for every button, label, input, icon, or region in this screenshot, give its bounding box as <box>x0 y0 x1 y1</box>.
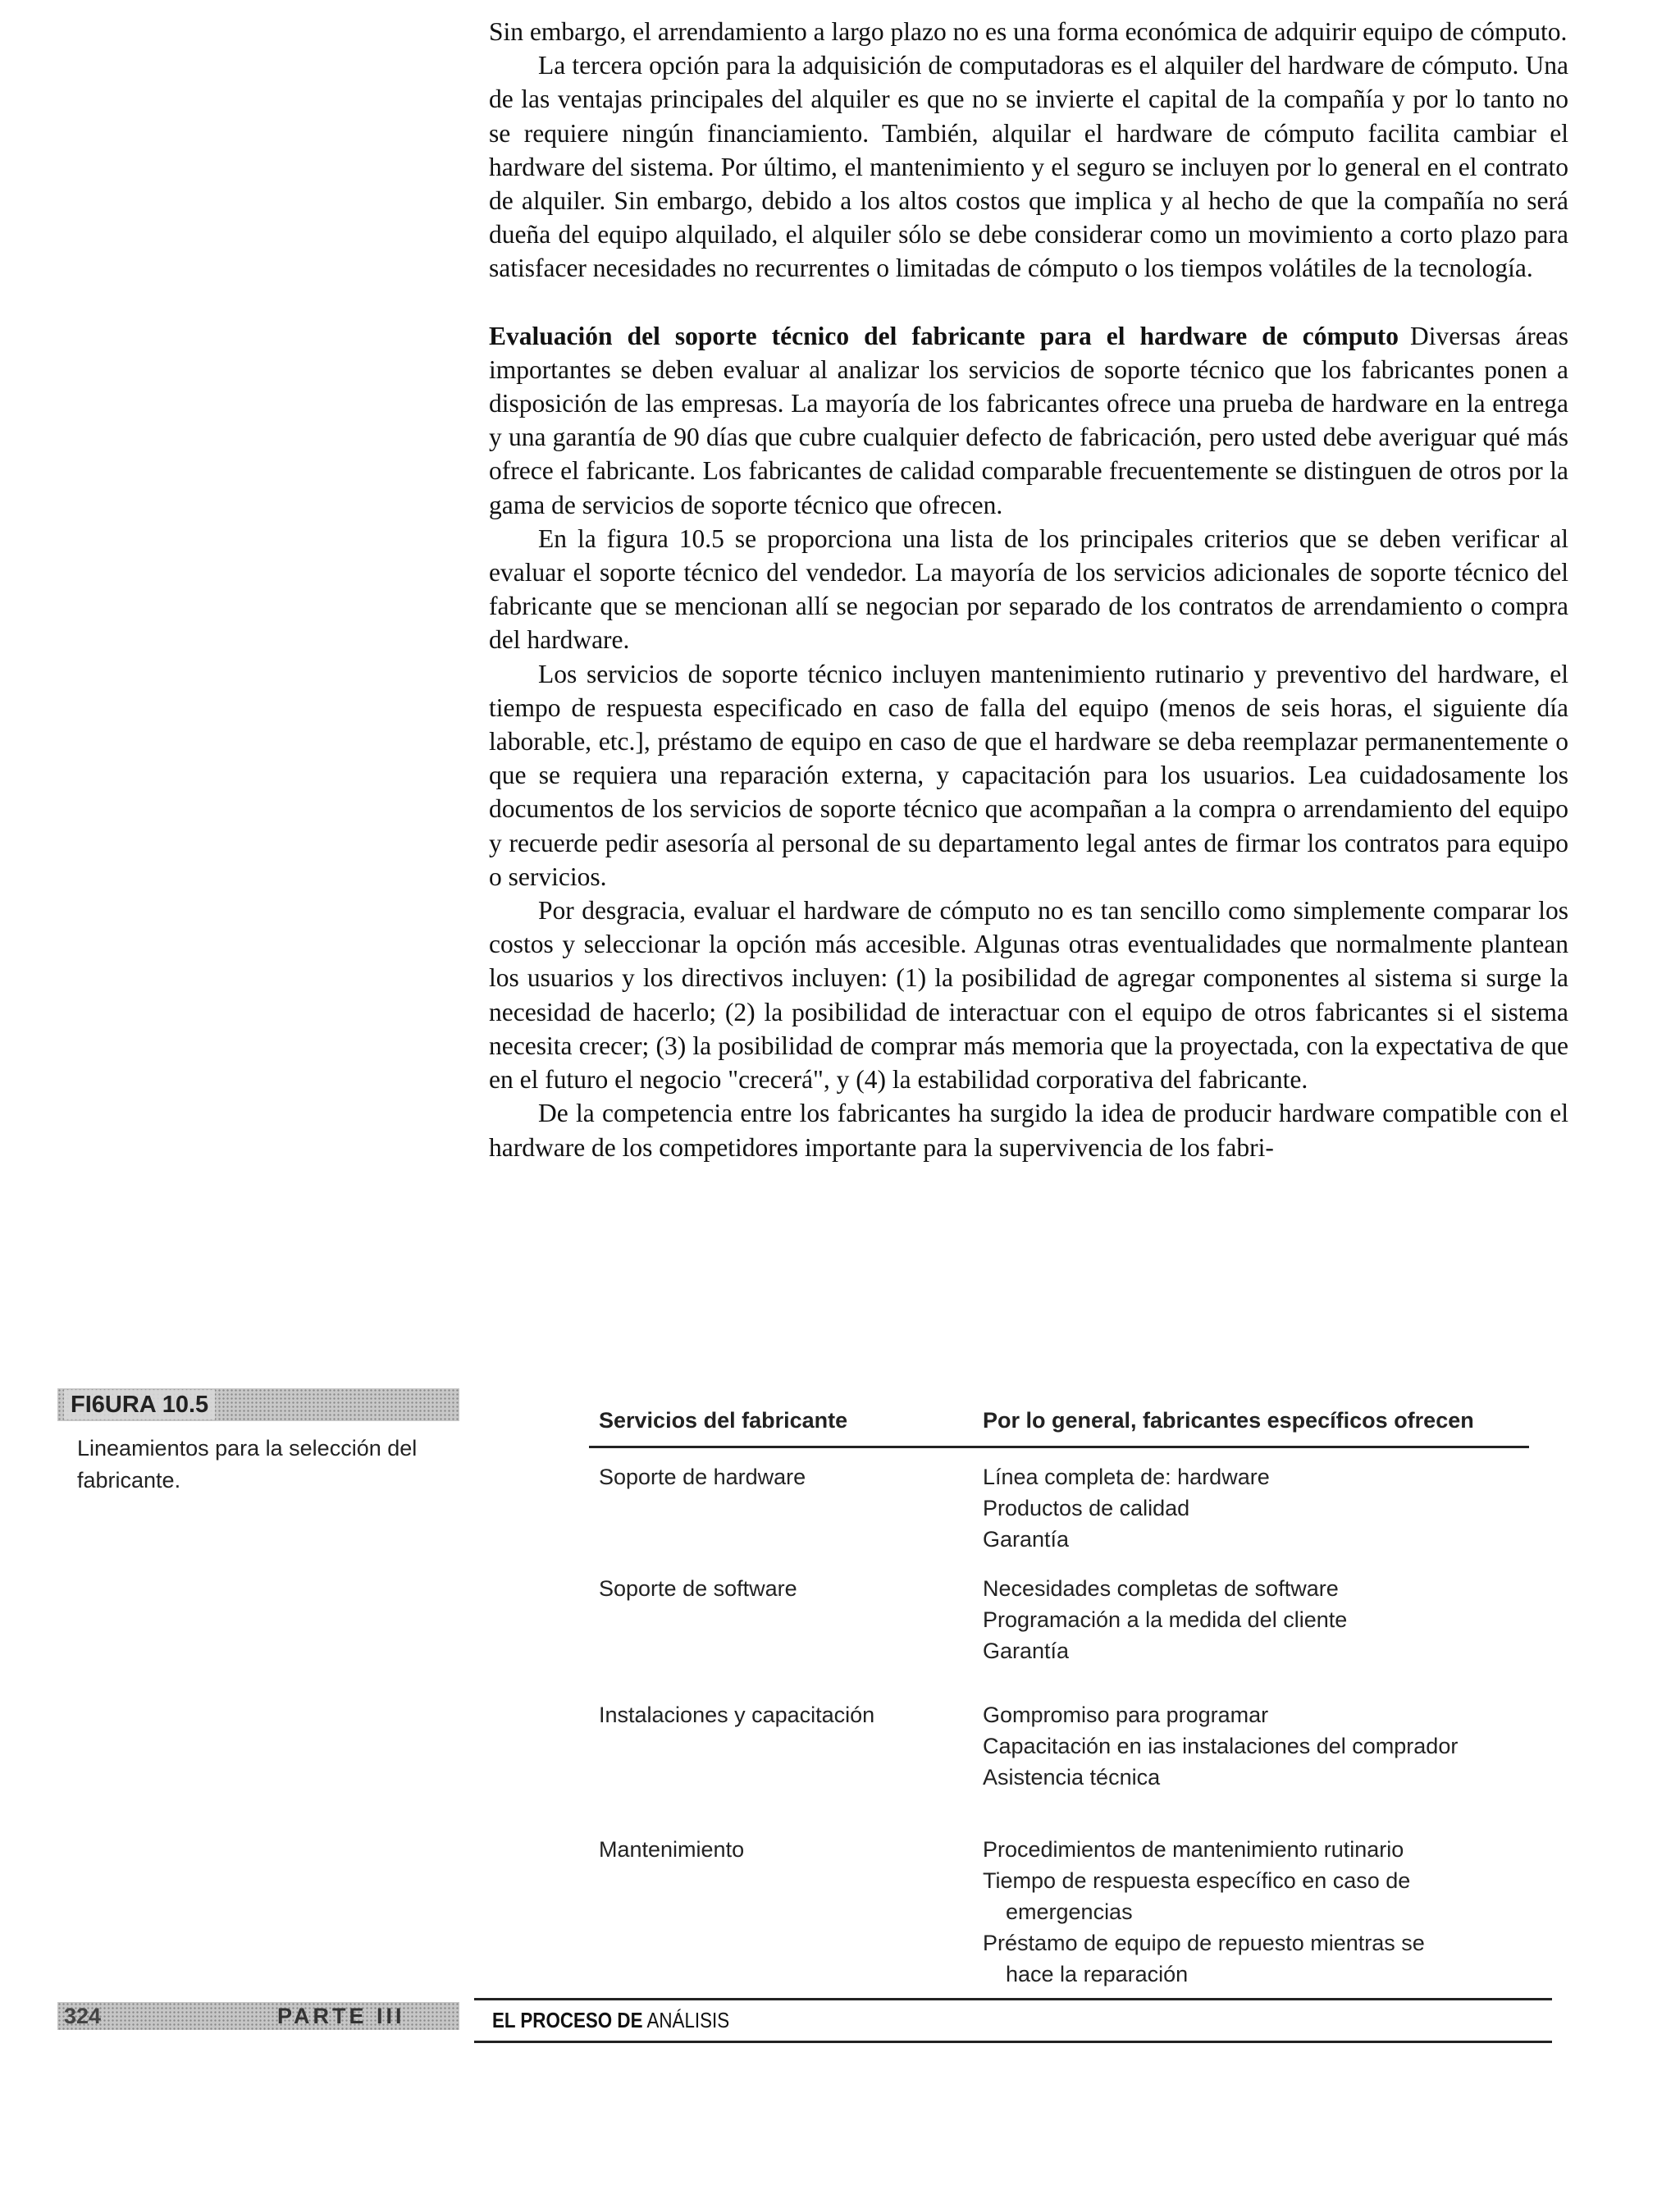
figure-table <box>589 1395 1529 1990</box>
offers-cell <box>983 1573 1529 1673</box>
col1-header: Servicios del fabricante <box>599 1408 848 1433</box>
offer-line: Tiempo de respuesta específico en caso de <box>983 1868 1411 1893</box>
running-footer-title <box>492 2006 729 2034</box>
table-row <box>589 1448 1529 1550</box>
paragraph: La tercera opción para la adquisición de computadoras es el alquiler del hardware de cómputo. Una de las ventajas principales del alquiler es que no se invierte el capital de la compañía y por lo tanto no se requiere ningún financiamiento. También, alquilar el hardware de cómputo facilita cambiar el hardware del sistema. Por último, el mantenimiento y el seguro se incluyen por lo general en el contrato de alquiler. Sin embargo, debido a los altos costos que implica y al hecho de que la compañía no será dueña del equipo alquilado, el alquiler sólo se debe considerar como un movimiento a corto plazo para satisfacer necesidades no recurrentes o limitadas de cómputo o los tiempos volátiles de la tecnología. <box>489 51 1568 283</box>
paragraph: Sin embargo, el arrendamiento a largo plazo no es una forma económica de adquirir equipo de cómputo. <box>489 17 1568 46</box>
run-in-heading: Evaluación del soporte técnico del fabricante para el hardware de cómputo <box>489 321 1399 350</box>
offer-line: Necesidades completas de software <box>983 1576 1339 1601</box>
offer-line: Capacitación en ias instalaciones del comprador <box>983 1734 1459 1758</box>
figure-caption: Lineamientos para la selección del fabricante. <box>77 1436 418 1493</box>
offers-cell <box>983 1834 1529 1990</box>
service-cell: Instalaciones y capacitación <box>599 1703 875 1727</box>
col2-header: Por lo general, fabricantes específicos ofrecen <box>983 1408 1474 1433</box>
table-row <box>589 1550 1529 1673</box>
paragraph: Por desgracia, evaluar el hardware de cómputo no es tan sencillo como simplemente comparar los costos y seleccionar la opción más accesible. Algunas otras eventualidades que normalmente plantean los usuarios y los directivos incluyen: (1) la posibilidad de agregar componentes al sistema si surge la necesidad de hacerlo; (2) la posibilidad de interactuar con el equipo de otros fabricantes si el sistema necesita crecer; (3) la posibilidad de comprar más memoria que la proyectada, con la expectativa de que en el futuro el negocio "crecerá", y (4) la estabilidad corporativa del fabricante. <box>489 896 1568 1095</box>
footer-title-bold: EL PROCESO DE <box>492 2008 643 2032</box>
offers-cell <box>983 1461 1529 1550</box>
offer-line: Línea completa de: hardware <box>983 1465 1270 1489</box>
offer-line: Garantía <box>983 1527 1070 1552</box>
paragraph: Los servicios de soporte técnico incluyen mantenimiento rutinario y preventivo del hardware, el tiempo de respuesta especificado en caso de falla del equipo (menos de seis horas, el siguiente día laborable, etc.], préstamo de equipo en caso de que el hardware se deba reemplazar permanentemente o que se requiera una reparación externa, y capacitación para los usuarios. Lea cuidadosamente los documentos de los servicios de soporte técnico que acompañan a la compra o arrendamiento del equipo y recuerde pedir asesoría al personal de su departamento legal antes de firmar los contratos para equipo o servicios. <box>489 659 1568 891</box>
offer-line-continued: emergencias <box>1006 1899 1133 1924</box>
offer-line-continued: hace la reparación <box>1006 1962 1189 1986</box>
offer-line: Productos de calidad <box>983 1496 1190 1520</box>
service-cell: Soporte de software <box>599 1576 797 1601</box>
body-text <box>489 15 1568 1164</box>
footer-rule-bottom <box>474 2041 1552 2043</box>
page-number: 324 <box>64 2004 102 2028</box>
offer-line: Procedimientos de mantenimiento rutinario <box>983 1837 1404 1862</box>
offer-line: Gompromiso para programar <box>983 1703 1269 1727</box>
footer-title-rest: ANÁLISIS <box>646 2008 730 2032</box>
offer-line: Programación a la medida del cliente <box>983 1607 1348 1632</box>
paragraph-with-heading <box>489 319 1568 522</box>
service-cell: Soporte de hardware <box>599 1465 806 1489</box>
table-row <box>589 1673 1529 1808</box>
paragraph: En la figura 10.5 se proporciona una lista de los principales criterios que se deben verificar al evaluar el soporte técnico del vendedor. La mayoría de los servicios adicionales de soporte técnico del fabricante que se mencionan allí se negocian por separado de los contratos de arrendamiento o compra del hardware. <box>489 523 1568 655</box>
offer-line: Asistencia técnica <box>983 1765 1161 1790</box>
offer-line: Préstamo de equipo de repuesto mientras se <box>983 1931 1425 1955</box>
table-row <box>589 1808 1529 1990</box>
offers-cell <box>983 1699 1529 1808</box>
footer-rule-top <box>474 1998 1552 2000</box>
paragraph: De la competencia entre los fabricantes ha surgido la idea de producir hardware compatible con el hardware de los competidores importante para la supervivencia de los fabri- <box>489 1099 1568 1162</box>
paragraph-text: Diversas áreas importantes se deben evaluar al analizar los servicios de soporte técnico que los fabricantes ponen a disposición de las empresas. La mayoría de los fabricantes ofrece una prueba de hardware en la entrega y una garantía de 90 días que cubre cualquier defecto de fabricación, pero usted debe averiguar qué más ofrece el fabricante. Los fabricantes de calidad comparable frecuentemente se distinguen de otros por la gama de servicios de soporte técnico que ofrecen. <box>489 321 1568 519</box>
table-header-row <box>589 1395 1529 1446</box>
part-label: PARTE III <box>277 2004 405 2028</box>
offer-line: Garantía <box>983 1639 1070 1663</box>
service-cell: Mantenimiento <box>599 1837 745 1862</box>
figure-label: FI6URA 10.5 <box>64 1390 215 1419</box>
